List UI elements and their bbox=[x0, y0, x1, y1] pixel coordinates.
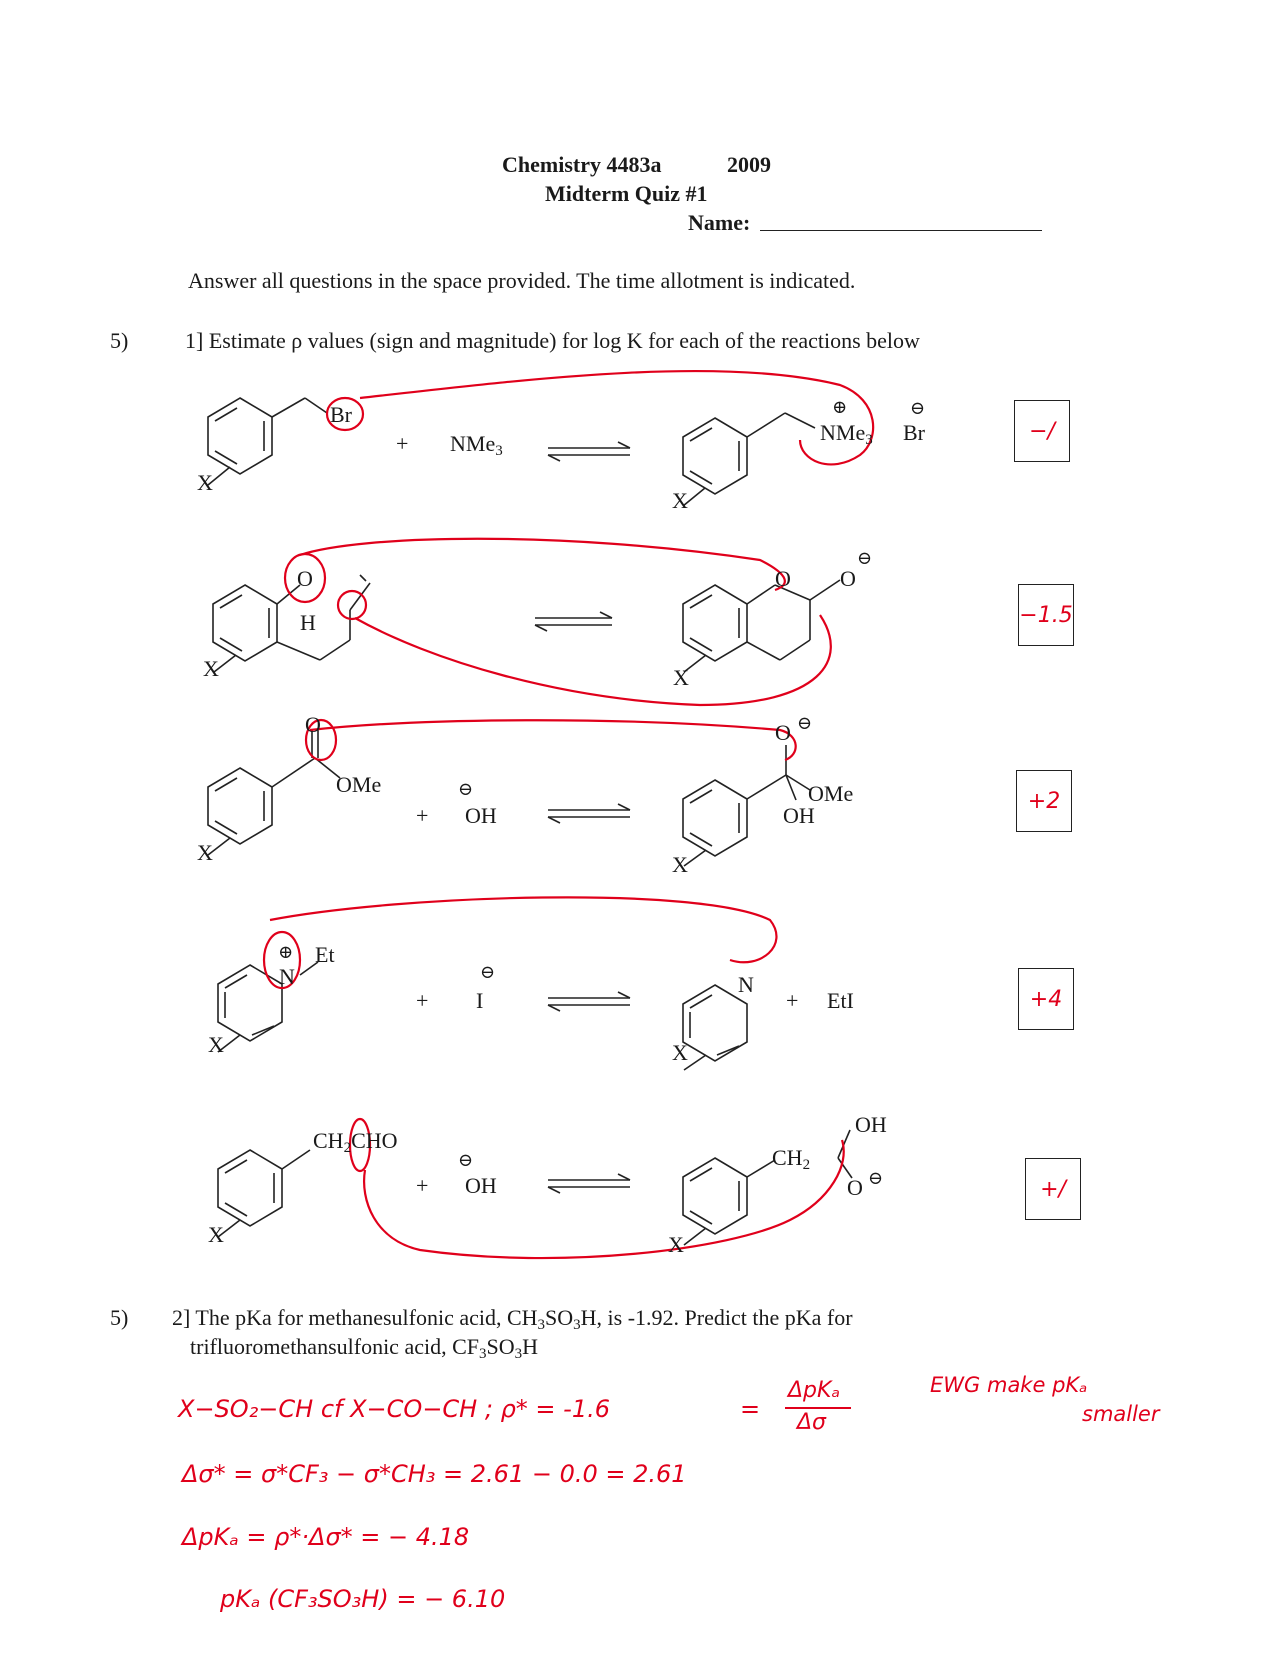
acetaldehyde-group-label: $CH_2CHO$ bbox=[313, 1128, 398, 1156]
course-year: 2009 bbox=[727, 152, 771, 177]
hydroxy-label: OH bbox=[855, 1112, 887, 1137]
benzene-ring bbox=[683, 418, 747, 494]
nitrogen-label: N bbox=[738, 972, 754, 997]
handwritten-note-1: EWG make pKₐ bbox=[930, 1373, 1088, 1397]
methoxy-label: OMe bbox=[336, 772, 382, 797]
hydroxide-label: OH bbox=[465, 803, 497, 828]
x-substituent: X bbox=[197, 840, 213, 865]
fraction-bar bbox=[785, 1407, 851, 1409]
nitrogen-label: N bbox=[279, 964, 295, 989]
benzene-ring bbox=[213, 585, 277, 661]
answer-box-5: +/ bbox=[1025, 1158, 1081, 1220]
handwritten-line-1: X−SO₂−CH cf X−CO−CH ; ρ* = -1.6 bbox=[178, 1395, 610, 1423]
course-title: Chemistry 4483a bbox=[502, 152, 662, 177]
x-substituent: X bbox=[672, 852, 688, 877]
benzene-ring bbox=[208, 398, 272, 474]
oxygen-label: O bbox=[847, 1175, 863, 1200]
q2-prompt-line2: trifluoromethansulfonic acid, $CF_3SO_3H$ bbox=[190, 1334, 539, 1362]
minus-charge: ⊖ bbox=[910, 398, 926, 418]
oxygen-label: O bbox=[775, 566, 791, 591]
quiz-title: Midterm Quiz #1 bbox=[545, 181, 708, 206]
minus-charge: ⊖ bbox=[458, 1150, 474, 1170]
handwritten-line-4: pKₐ (CF₃SO₃H) = − 6.10 bbox=[220, 1585, 506, 1613]
x-substituent: X bbox=[672, 1040, 688, 1065]
bromide-anion-label: Br bbox=[903, 420, 925, 445]
plus-charge: ⊕ bbox=[832, 397, 848, 417]
ethyl-iodide-label: EtI bbox=[827, 988, 854, 1013]
plus-charge: ⊕ bbox=[278, 942, 294, 962]
q2-prompt-line1: 2] The pKa for methanesulfonic acid, $CH_3SO_3H$, is -1.92. Predict the pKa for bbox=[172, 1305, 853, 1333]
plus-sign: + bbox=[396, 431, 409, 456]
answer-box-1: −/ bbox=[1014, 400, 1070, 462]
x-substituent: X bbox=[673, 665, 689, 690]
x-substituent: X bbox=[668, 1232, 684, 1257]
hydrogen-label: H bbox=[300, 610, 316, 635]
benzene-ring bbox=[208, 768, 272, 844]
hydroxy-label: OH bbox=[783, 803, 815, 828]
q1-prompt: 1] Estimate ρ values (sign and magnitude) for log K for each of the reactions below bbox=[185, 328, 920, 353]
ethyl-label: Et bbox=[315, 942, 335, 967]
oxygen-label: O bbox=[305, 712, 321, 737]
plus-sign: + bbox=[416, 988, 429, 1013]
oxygen-label: O bbox=[775, 720, 791, 745]
q2-points: 5) bbox=[110, 1305, 129, 1330]
iodide-label: I bbox=[476, 988, 484, 1013]
answer-box-3: +2 bbox=[1016, 770, 1072, 832]
minus-charge: ⊖ bbox=[458, 779, 474, 799]
answer-box-4: +4 bbox=[1018, 968, 1074, 1030]
minus-charge: ⊖ bbox=[857, 548, 873, 568]
x-substituent: X bbox=[672, 488, 688, 513]
handwritten-fraction-denominator: Δσ bbox=[797, 1410, 826, 1435]
red-annotations bbox=[264, 371, 873, 1258]
name-label: Name: bbox=[688, 210, 751, 235]
minus-charge: ⊖ bbox=[797, 713, 813, 733]
handwritten-equals: = bbox=[740, 1395, 761, 1423]
instructions: Answer all questions in the space provided. The time allotment is indicated. bbox=[188, 268, 856, 293]
trimethylamine-label: NMe$_3$ bbox=[450, 431, 503, 459]
x-substituent: X bbox=[203, 656, 219, 681]
benzene-ring bbox=[683, 585, 747, 661]
ammonium-label: NMe$_3$ bbox=[820, 420, 873, 448]
handwritten-line-2: Δσ* = σ*CF₃ − σ*CH₃ = 2.61 − 0.0 = 2.61 bbox=[182, 1460, 687, 1488]
methoxy-label: OMe bbox=[808, 781, 854, 806]
bromide-label: Br bbox=[330, 402, 352, 427]
methylene-label: $CH_2$ bbox=[772, 1145, 811, 1173]
benzene-ring bbox=[683, 780, 747, 856]
plus-sign: + bbox=[786, 988, 799, 1013]
pyridinium-ring bbox=[218, 965, 282, 1041]
x-substituent: X bbox=[208, 1032, 224, 1057]
plus-sign: + bbox=[416, 803, 429, 828]
plus-sign: + bbox=[416, 1173, 429, 1198]
handwritten-fraction-numerator: ΔpKₐ bbox=[788, 1378, 841, 1403]
oxygen-label: O bbox=[297, 566, 313, 591]
benzene-ring bbox=[218, 1150, 282, 1226]
handwritten-note-2: smaller bbox=[1082, 1402, 1160, 1426]
oxygen-label: O bbox=[840, 566, 856, 591]
hydroxide-label: OH bbox=[465, 1173, 497, 1198]
q1-points: 5) bbox=[110, 328, 129, 353]
minus-charge: ⊖ bbox=[868, 1168, 884, 1188]
x-substituent: X bbox=[208, 1222, 224, 1247]
minus-charge: ⊖ bbox=[480, 962, 496, 982]
x-substituent: X bbox=[197, 470, 213, 495]
handwritten-line-3: ΔpKₐ = ρ*·Δσ* = − 4.18 bbox=[182, 1523, 470, 1551]
answer-box-2: −1.5 bbox=[1018, 584, 1074, 646]
benzene-ring bbox=[683, 1158, 747, 1234]
